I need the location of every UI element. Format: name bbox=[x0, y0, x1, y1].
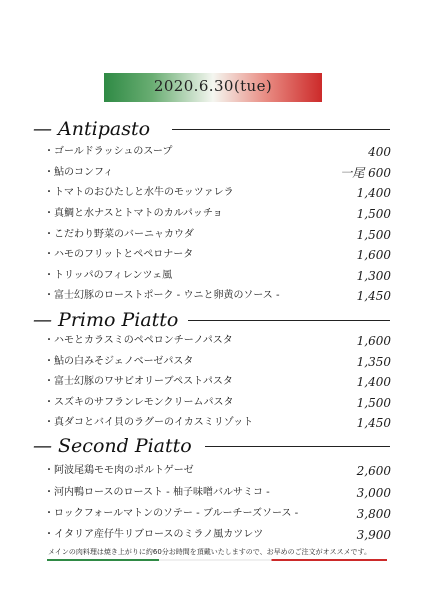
menu-item bbox=[44, 143, 391, 161]
menu-item bbox=[44, 246, 391, 264]
menu-item bbox=[44, 287, 391, 305]
menu-item bbox=[44, 184, 391, 202]
menu-item bbox=[44, 332, 391, 350]
menu-item bbox=[44, 353, 391, 371]
menu-item bbox=[44, 226, 391, 244]
item-price: 3,000 bbox=[356, 486, 391, 500]
date-banner bbox=[104, 73, 322, 102]
item-name: ・阿波尾鶏モモ肉のポルトゲーゼ bbox=[44, 465, 194, 476]
menu-item bbox=[44, 414, 391, 432]
section-divider bbox=[205, 446, 390, 447]
menu-item bbox=[44, 394, 391, 412]
item-name: ・こだわり野菜のバーニャカウダ bbox=[44, 229, 194, 240]
item-name: ・富士幻豚のワサビオリーブペストパスタ bbox=[44, 376, 233, 387]
menu-item bbox=[44, 505, 391, 523]
menu-item bbox=[44, 267, 391, 285]
item-price: 1,350 bbox=[356, 355, 391, 369]
item-price: 1,400 bbox=[356, 375, 391, 389]
item-price: 1,500 bbox=[356, 228, 391, 242]
section-divider bbox=[172, 129, 390, 130]
item-price: 1,500 bbox=[356, 207, 391, 221]
item-name: ・鮎の白みそジェノベーゼパスタ bbox=[44, 356, 194, 367]
item-name: ・ロックフォールマトンのソテー - ブルーチーズソース - bbox=[44, 508, 299, 519]
item-price: 1,450 bbox=[356, 289, 391, 303]
item-price: 1,500 bbox=[356, 396, 391, 410]
item-name: ・河内鴨ロースのロースト - 柚子味噌バルサミコ - bbox=[44, 487, 270, 498]
item-name: ・富士幻豚のローストポーク - ウニと卵黄のソース - bbox=[44, 290, 280, 301]
item-price: 400 bbox=[368, 145, 391, 159]
section-divider bbox=[188, 320, 390, 321]
item-price: 3,800 bbox=[356, 507, 391, 521]
menu-item bbox=[44, 164, 391, 182]
menu-item bbox=[44, 462, 391, 480]
menu-item bbox=[44, 526, 391, 544]
item-name: ・真ダコとバイ貝のラグーのイカスミリゾット bbox=[44, 417, 254, 428]
item-name: ・イタリア産仔牛リブロースのミラノ風カツレツ bbox=[44, 529, 264, 540]
item-price: 3,900 bbox=[356, 528, 391, 542]
item-price: 2,600 bbox=[356, 464, 391, 478]
italian-flag-stripe bbox=[47, 559, 387, 561]
item-name: ・トリッパのフィレンツェ風 bbox=[44, 270, 173, 281]
footer-note: メインの肉料理は焼き上がりに約60分お時間を頂戴いたしますので、お早めのご注文がオススメです。 bbox=[48, 548, 371, 556]
item-price: 1,600 bbox=[356, 248, 391, 262]
section-title-antipasto: — Antipasto bbox=[33, 118, 151, 140]
item-price: 1,400 bbox=[356, 186, 391, 200]
item-price: 1,600 bbox=[356, 334, 391, 348]
item-price: 1,450 bbox=[356, 416, 391, 430]
menu-item bbox=[44, 205, 391, 223]
item-name: ・ハモのフリットとペペロナータ bbox=[44, 249, 194, 260]
item-name: ・トマトのおひたしと水牛のモッツァレラ bbox=[44, 187, 234, 198]
menu-item bbox=[44, 484, 391, 502]
menu-item bbox=[44, 373, 391, 391]
item-name: ・真鯛と水ナスとトマトのカルパッチョ bbox=[44, 208, 223, 219]
item-price: 一尾 600 bbox=[340, 166, 391, 180]
menu-date: 2020.6.30(tue) bbox=[153, 77, 273, 95]
item-name: ・ゴールドラッシュのスープ bbox=[44, 146, 173, 157]
item-price: 1,300 bbox=[356, 269, 391, 283]
section-title-primo-piatto: — Primo Piatto bbox=[33, 309, 179, 331]
item-name: ・ハモとカラスミのペペロンチーノパスタ bbox=[44, 335, 233, 346]
section-title-second-piatto: — Second Piatto bbox=[33, 435, 192, 457]
item-name: ・鮎のコンフィ bbox=[44, 167, 114, 178]
item-name: ・スズキのサフランレモンクリームパスタ bbox=[44, 397, 234, 408]
